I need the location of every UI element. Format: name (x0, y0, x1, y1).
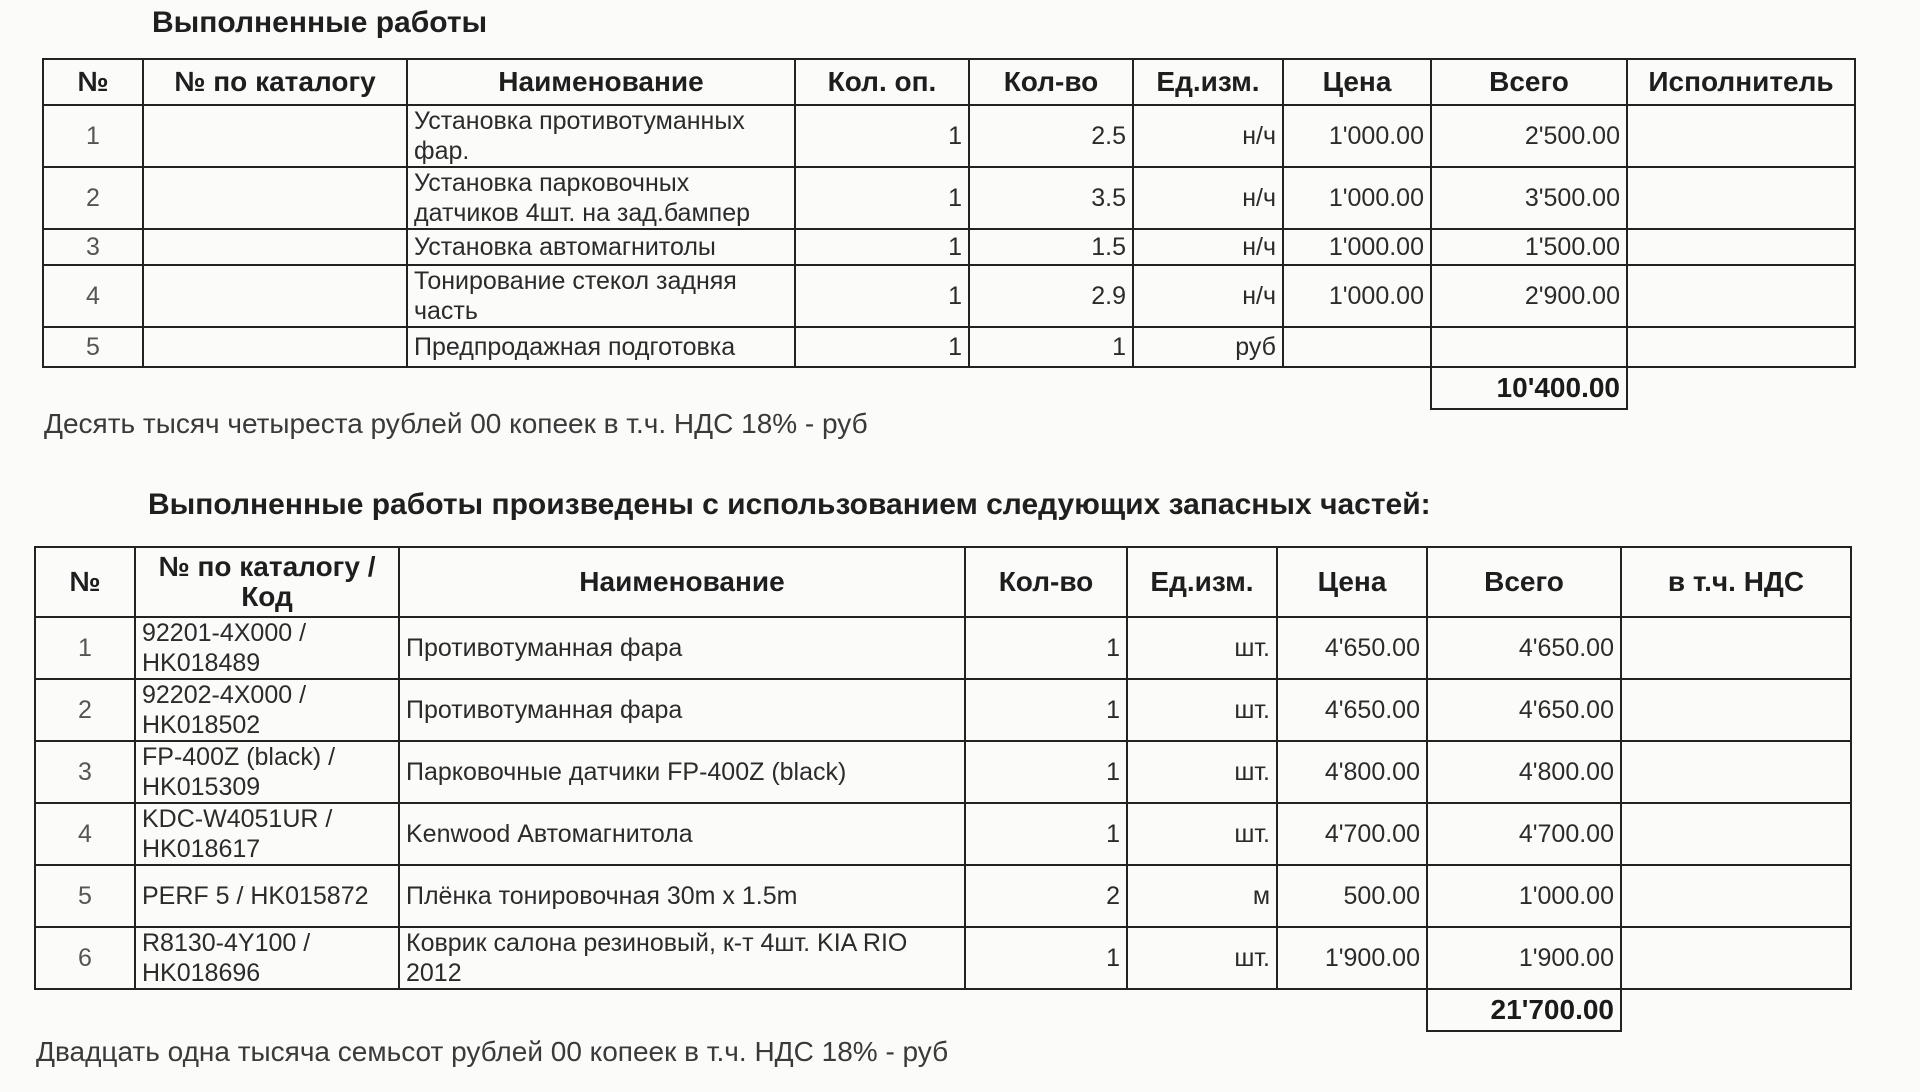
catalog-number (143, 167, 407, 229)
work-name: Установка парковочных датчиков 4шт. на зад.бампер (407, 167, 795, 229)
empty-cell (399, 989, 965, 1031)
catalog-code: R8130-4Y100 / HK018696 (135, 927, 399, 989)
price: 4'650.00 (1277, 617, 1427, 679)
price: 1'000.00 (1283, 229, 1431, 265)
works-title: Выполненные работы (152, 6, 488, 39)
works-header-cell: Кол. оп. (795, 59, 969, 105)
table-row (35, 617, 1851, 679)
catalog-number (143, 229, 407, 265)
works-grand-total: 10'400.00 (1431, 367, 1627, 409)
sum-row (35, 989, 1851, 1031)
unit: шт. (1127, 617, 1277, 679)
unit: м (1127, 865, 1277, 927)
vat-amount (1621, 865, 1851, 927)
quantity: 3.5 (969, 167, 1133, 229)
unit: шт. (1127, 741, 1277, 803)
executor (1627, 327, 1855, 367)
part-name: Парковочные датчики FP-400Z (black) (399, 741, 965, 803)
catalog-code: KDC-W4051UR / HK018617 (135, 803, 399, 865)
row-number: 2 (43, 167, 143, 229)
work-name: Установка автомагнитолы (407, 229, 795, 265)
price: 1'000.00 (1283, 265, 1431, 327)
work-name: Предпродажная подготовка (407, 327, 795, 367)
operations-count: 1 (795, 105, 969, 167)
work-name: Тонирование стекол задняя часть (407, 265, 795, 327)
price: 1'900.00 (1277, 927, 1427, 989)
parts-header-cell: № по каталогу / Код (135, 547, 399, 617)
executor (1627, 265, 1855, 327)
row-number: 1 (35, 617, 135, 679)
vat-amount (1621, 679, 1851, 741)
table-row (35, 741, 1851, 803)
row-number: 3 (35, 741, 135, 803)
works-header-cell: Кол-во (969, 59, 1133, 105)
price: 1'000.00 (1283, 105, 1431, 167)
row-number: 5 (43, 327, 143, 367)
works-header-cell: Всего (1431, 59, 1627, 105)
quantity: 1 (965, 741, 1127, 803)
catalog-code: FP-400Z (black) / HK015309 (135, 741, 399, 803)
works-table (42, 58, 1856, 410)
catalog-number (143, 327, 407, 367)
parts-table (34, 546, 1852, 1032)
works-header-cell: № (43, 59, 143, 105)
operations-count: 1 (795, 229, 969, 265)
empty-cell (1127, 989, 1277, 1031)
row-number: 6 (35, 927, 135, 989)
parts-header-cell: в т.ч. НДС (1621, 547, 1851, 617)
row-total: 2'900.00 (1431, 265, 1627, 327)
works-header-row (43, 59, 1855, 105)
works-sum-in-words: Десять тысяч четыреста рублей 00 копеек в т.ч. НДС 18% - руб (44, 408, 868, 439)
unit: н/ч (1133, 167, 1283, 229)
table-row (35, 679, 1851, 741)
parts-header-cell: № (35, 547, 135, 617)
part-name: Плёнка тонировочная 30m x 1.5m (399, 865, 965, 927)
table-row (43, 167, 1855, 229)
parts-header-cell: Всего (1427, 547, 1621, 617)
price: 500.00 (1277, 865, 1427, 927)
catalog-code: PERF 5 / HK015872 (135, 865, 399, 927)
empty-cell (1621, 989, 1851, 1031)
row-number: 4 (43, 265, 143, 327)
parts-grand-total: 21'700.00 (1427, 989, 1621, 1031)
quantity: 1 (965, 803, 1127, 865)
works-header-cell: № по каталогу (143, 59, 407, 105)
empty-cell (143, 367, 407, 409)
parts-header-cell: Цена (1277, 547, 1427, 617)
catalog-code: 92202-4X000 / HK018502 (135, 679, 399, 741)
quantity: 1 (965, 679, 1127, 741)
empty-cell (969, 367, 1133, 409)
unit: н/ч (1133, 229, 1283, 265)
empty-cell (407, 367, 795, 409)
part-name: Коврик салона резиновый, к-т 4шт. KIA RIO 2012 (399, 927, 965, 989)
quantity: 1 (965, 927, 1127, 989)
row-total: 4'650.00 (1427, 679, 1621, 741)
empty-cell (965, 989, 1127, 1031)
row-total: 4'700.00 (1427, 803, 1621, 865)
parts-header-cell: Наименование (399, 547, 965, 617)
row-total: 1'900.00 (1427, 927, 1621, 989)
table-row (35, 865, 1851, 927)
price: 1'000.00 (1283, 167, 1431, 229)
unit: шт. (1127, 927, 1277, 989)
empty-cell (35, 989, 135, 1031)
price: 4'800.00 (1277, 741, 1427, 803)
catalog-number (143, 265, 407, 327)
vat-amount (1621, 803, 1851, 865)
table-row (43, 327, 1855, 367)
empty-cell (795, 367, 969, 409)
works-header-cell: Наименование (407, 59, 795, 105)
table-row (43, 105, 1855, 167)
row-total (1431, 327, 1627, 367)
unit: шт. (1127, 803, 1277, 865)
executor (1627, 167, 1855, 229)
table-row (43, 265, 1855, 327)
part-name: Противотуманная фара (399, 617, 965, 679)
row-number: 1 (43, 105, 143, 167)
row-number: 3 (43, 229, 143, 265)
catalog-number (143, 105, 407, 167)
row-total: 4'800.00 (1427, 741, 1621, 803)
quantity: 2.5 (969, 105, 1133, 167)
table-row (35, 927, 1851, 989)
row-total: 1'000.00 (1427, 865, 1621, 927)
parts-title: Выполненные работы произведены с использованием следующих запасных частей: (148, 488, 1431, 521)
vat-amount (1621, 617, 1851, 679)
row-total: 2'500.00 (1431, 105, 1627, 167)
unit: н/ч (1133, 105, 1283, 167)
row-number: 4 (35, 803, 135, 865)
price (1283, 327, 1431, 367)
quantity: 2 (965, 865, 1127, 927)
empty-cell (1133, 367, 1283, 409)
row-total: 1'500.00 (1431, 229, 1627, 265)
unit: руб (1133, 327, 1283, 367)
price: 4'650.00 (1277, 679, 1427, 741)
operations-count: 1 (795, 327, 969, 367)
unit: шт. (1127, 679, 1277, 741)
work-name: Установка противотуманных фар. (407, 105, 795, 167)
price: 4'700.00 (1277, 803, 1427, 865)
catalog-code: 92201-4X000 / HK018489 (135, 617, 399, 679)
row-number: 5 (35, 865, 135, 927)
sum-row (43, 367, 1855, 409)
parts-header-row (35, 547, 1851, 617)
unit: н/ч (1133, 265, 1283, 327)
works-header-cell: Цена (1283, 59, 1431, 105)
empty-cell (1627, 367, 1855, 409)
works-header-cell: Исполнитель (1627, 59, 1855, 105)
empty-cell (135, 989, 399, 1031)
table-row (35, 803, 1851, 865)
quantity: 2.9 (969, 265, 1133, 327)
quantity: 1 (969, 327, 1133, 367)
row-total: 3'500.00 (1431, 167, 1627, 229)
works-header-cell: Ед.изм. (1133, 59, 1283, 105)
part-name: Противотуманная фара (399, 679, 965, 741)
parts-header-cell: Ед.изм. (1127, 547, 1277, 617)
quantity: 1 (965, 617, 1127, 679)
empty-cell (1283, 367, 1431, 409)
empty-cell (43, 367, 143, 409)
vat-amount (1621, 741, 1851, 803)
executor (1627, 105, 1855, 167)
parts-header-cell: Кол-во (965, 547, 1127, 617)
row-total: 4'650.00 (1427, 617, 1621, 679)
table-row (43, 229, 1855, 265)
part-name: Kenwood Автомагнитола (399, 803, 965, 865)
quantity: 1.5 (969, 229, 1133, 265)
vat-amount (1621, 927, 1851, 989)
row-number: 2 (35, 679, 135, 741)
empty-cell (1277, 989, 1427, 1031)
executor (1627, 229, 1855, 265)
operations-count: 1 (795, 167, 969, 229)
operations-count: 1 (795, 265, 969, 327)
parts-sum-in-words: Двадцать одна тысяча семьсот рублей 00 копеек в т.ч. НДС 18% - руб (36, 1036, 949, 1067)
